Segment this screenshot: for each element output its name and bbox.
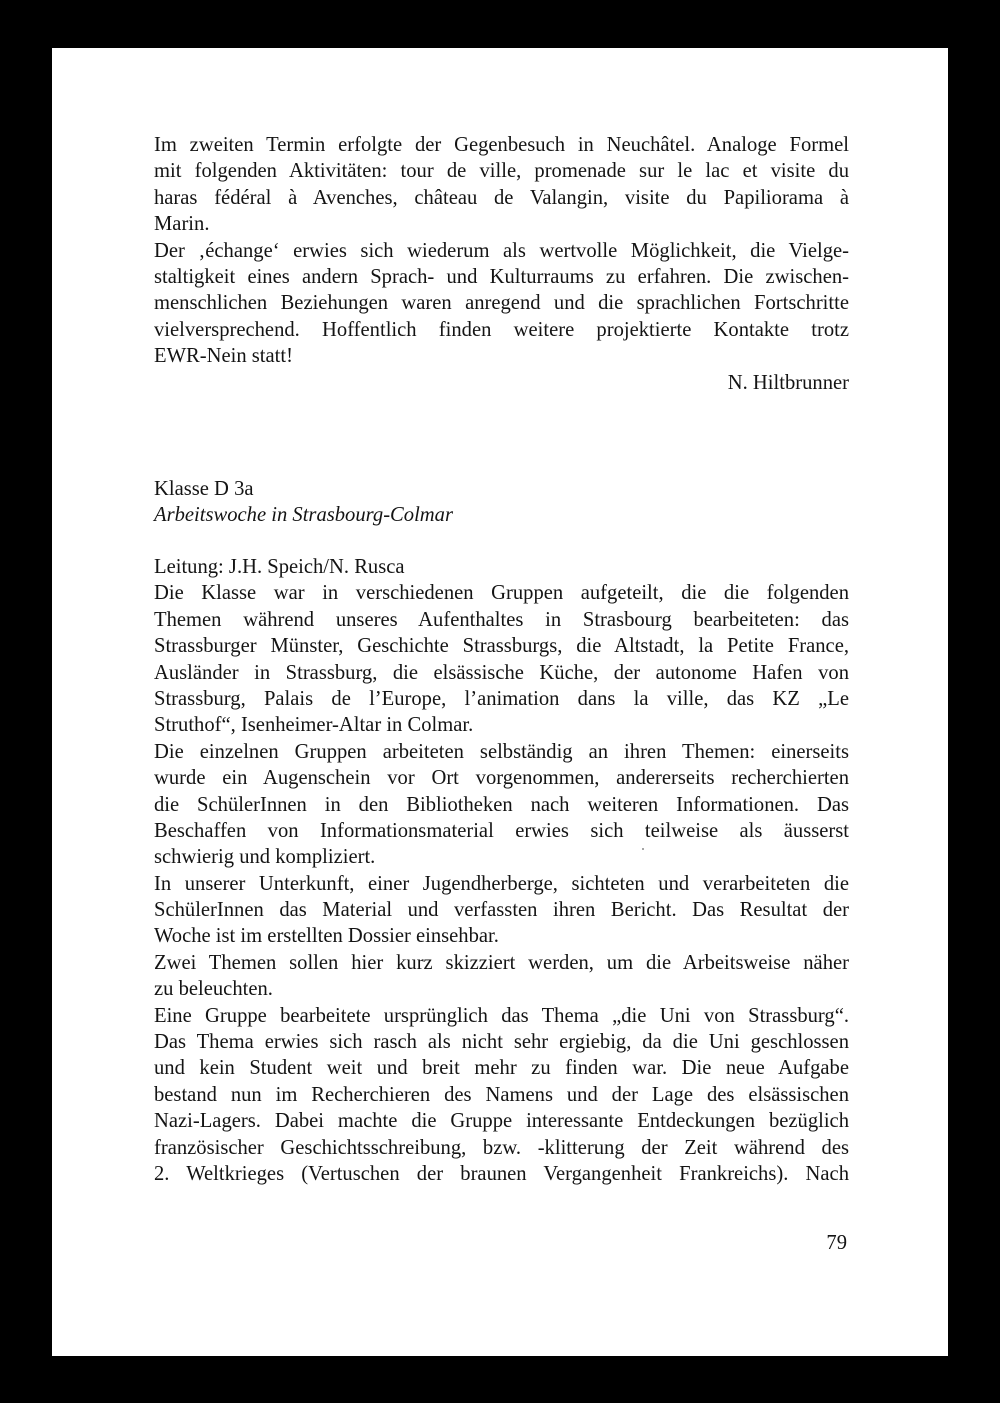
- text-line: Strassburg, Palais de l’Europe, l’animation dans la ville, das KZ „Le: [154, 687, 849, 710]
- text-line: mit folgenden Aktivitäten: tour de ville, promenade sur le lac et visite du: [154, 160, 849, 183]
- section-strasbourg-colmar: [154, 554, 849, 1187]
- text-line: und kein Student weit und breit mehr zu finden war. Die neue Aufgabe: [154, 1057, 849, 1080]
- text-line: Strassburger Münster, Geschichte Strassburgs, die Altstadt, la Petite France,: [154, 635, 849, 658]
- text-line: SchülerInnen das Material und verfassten ihren Bericht. Das Resultat der: [154, 899, 849, 922]
- text-line: schwierig und kompliziert.: [154, 846, 376, 869]
- text-line: zu beleuchten.: [154, 978, 273, 1001]
- text-line: französischer Geschichtsschreibung, bzw. -klitterung der Zeit während des: [154, 1136, 849, 1159]
- text-line: Marin.: [154, 213, 210, 236]
- section-exchange-neuchatel: [154, 132, 849, 396]
- text-line: Ausländer in Strassburg, die elsässische Küche, der autonome Hafen von: [154, 661, 849, 684]
- text-line: wurde ein Augenschein vor Ort vorgenommen, andererseits recherchierten: [154, 767, 849, 790]
- text-line: Eine Gruppe bearbeitete ursprünglich das Thema „die Uni von Strassburg“.: [154, 1004, 849, 1027]
- text-line: Im zweiten Termin erfolgte der Gegenbesuch in Neuchâtel. Analoge Formel: [154, 134, 849, 156]
- section-title: Arbeitswoche in Strasbourg-Colmar: [154, 504, 453, 527]
- author-signature: N. Hiltbrunner: [727, 371, 849, 394]
- text-line: Woche ist im erstellten Dossier einsehbar.: [154, 925, 499, 948]
- text-line: menschlichen Beziehungen waren anregend und die sprachlichen Fortschritte: [154, 292, 849, 315]
- text-line: EWR-Nein statt!: [154, 345, 293, 368]
- text-line: 2. Weltkrieges (Vertuschen der braunen Vergangenheit Frankreichs). Nach: [154, 1162, 849, 1185]
- section-class-heading: [154, 476, 849, 529]
- scan-speck: [642, 848, 644, 850]
- text-line: die SchülerInnen in den Bibliotheken nach weiteren Informationen. Das: [154, 793, 849, 816]
- document-page: [52, 48, 948, 1356]
- page-number: 79: [826, 1232, 847, 1254]
- text-line: In unserer Unterkunft, einer Jugendherberge, sichteten und verarbeiteten die: [154, 872, 849, 895]
- text-line: Die einzelnen Gruppen arbeiteten selbständig an ihren Themen: einerseits: [154, 740, 849, 763]
- text-line: Die Klasse war in verschiedenen Gruppen aufgeteilt, die die folgenden: [154, 582, 849, 605]
- text-line: haras fédéral à Avenches, château de Valangin, visite du Papiliorama à: [154, 186, 849, 209]
- text-line: Struthof“, Isenheimer-Altar in Colmar.: [154, 714, 474, 737]
- leitung-line: Leitung: J.H. Speich/N. Rusca: [154, 556, 405, 578]
- text-line: Themen während unseres Aufenthaltes in Strasbourg bearbeiteten: das: [154, 608, 849, 631]
- text-line: staltigkeit eines andern Sprach- und Kulturraums zu erfahren. Die zwischen-: [154, 265, 849, 288]
- text-line: vielversprechend. Hoffentlich finden weitere projektierte Kontakte trotz: [154, 318, 849, 341]
- text-line: Das Thema erwies sich rasch als nicht sehr ergiebig, da die Uni geschlossen: [154, 1031, 849, 1054]
- text-line: Zwei Themen sollen hier kurz skizziert werden, um die Arbeitsweise näher: [154, 951, 849, 974]
- text-line: Nazi-Lagers. Dabei machte die Gruppe interessante Entdeckungen bezüglich: [154, 1110, 849, 1133]
- text-line: bestand nun im Recherchieren des Namens und der Lage des elsässischen: [154, 1083, 849, 1106]
- text-line: Der ‚échange‘ erwies sich wiederum als wertvolle Möglichkeit, die Vielge-: [154, 239, 849, 262]
- text-line: Beschaffen von Informationsmaterial erwies sich teilweise als äusserst: [154, 819, 849, 842]
- class-name: Klasse D 3a: [154, 478, 254, 500]
